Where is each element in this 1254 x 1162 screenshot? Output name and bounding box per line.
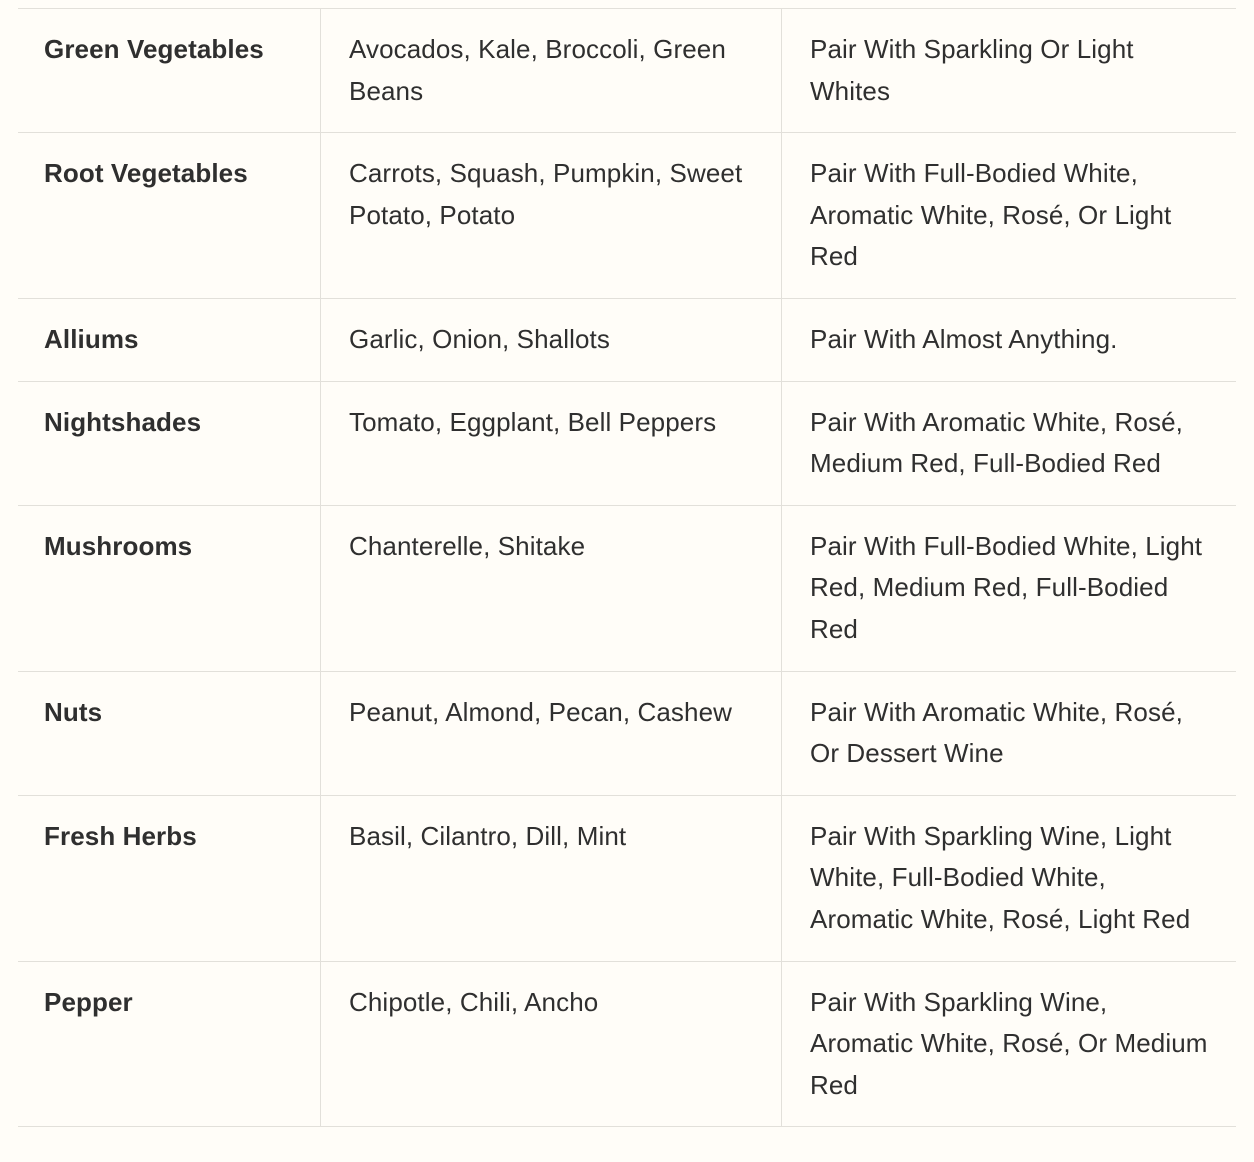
cell-examples: Tomato, Eggplant, Bell Peppers	[321, 381, 782, 505]
cell-category: Nightshades	[18, 381, 321, 505]
cell-pairing: Pair With Aromatic White, Rosé, Or Dessert Wine	[782, 671, 1237, 795]
cell-examples: Peanut, Almond, Pecan, Cashew	[321, 671, 782, 795]
cell-category: Nuts	[18, 671, 321, 795]
cell-category: Mushrooms	[18, 505, 321, 671]
cell-pairing: Pair With Sparkling Wine, Aromatic White, Rosé, Or Medium Red	[782, 961, 1237, 1127]
cell-pairing: Pair With Almost Anything.	[782, 298, 1237, 381]
table-row	[18, 671, 1236, 795]
cell-examples: Garlic, Onion, Shallots	[321, 298, 782, 381]
cell-pairing: Pair With Sparkling Wine, Light White, Full-Bodied White, Aromatic White, Rosé, Light Red	[782, 795, 1237, 961]
table-body	[18, 9, 1236, 1127]
cell-category: Fresh Herbs	[18, 795, 321, 961]
cell-examples: Chipotle, Chili, Ancho	[321, 961, 782, 1127]
cell-examples: Carrots, Squash, Pumpkin, Sweet Potato, Potato	[321, 133, 782, 299]
cell-category: Alliums	[18, 298, 321, 381]
cell-category: Root Vegetables	[18, 133, 321, 299]
table-row	[18, 298, 1236, 381]
cell-pairing: Pair With Sparkling Or Light Whites	[782, 9, 1237, 133]
table-row	[18, 381, 1236, 505]
cell-pairing: Pair With Full-Bodied White, Aromatic White, Rosé, Or Light Red	[782, 133, 1237, 299]
cell-examples: Avocados, Kale, Broccoli, Green Beans	[321, 9, 782, 133]
cell-category: Green Vegetables	[18, 9, 321, 133]
cell-category: Pepper	[18, 961, 321, 1127]
food-wine-pairing-table	[18, 8, 1236, 1127]
cell-examples: Basil, Cilantro, Dill, Mint	[321, 795, 782, 961]
table-row	[18, 961, 1236, 1127]
cell-pairing: Pair With Aromatic White, Rosé, Medium Red, Full-Bodied Red	[782, 381, 1237, 505]
cell-examples: Chanterelle, Shitake	[321, 505, 782, 671]
table-top-edge	[18, 0, 1236, 8]
table-row	[18, 133, 1236, 299]
table-row	[18, 9, 1236, 133]
cell-pairing: Pair With Full-Bodied White, Light Red, Medium Red, Full-Bodied Red	[782, 505, 1237, 671]
table-row	[18, 795, 1236, 961]
table-row	[18, 505, 1236, 671]
